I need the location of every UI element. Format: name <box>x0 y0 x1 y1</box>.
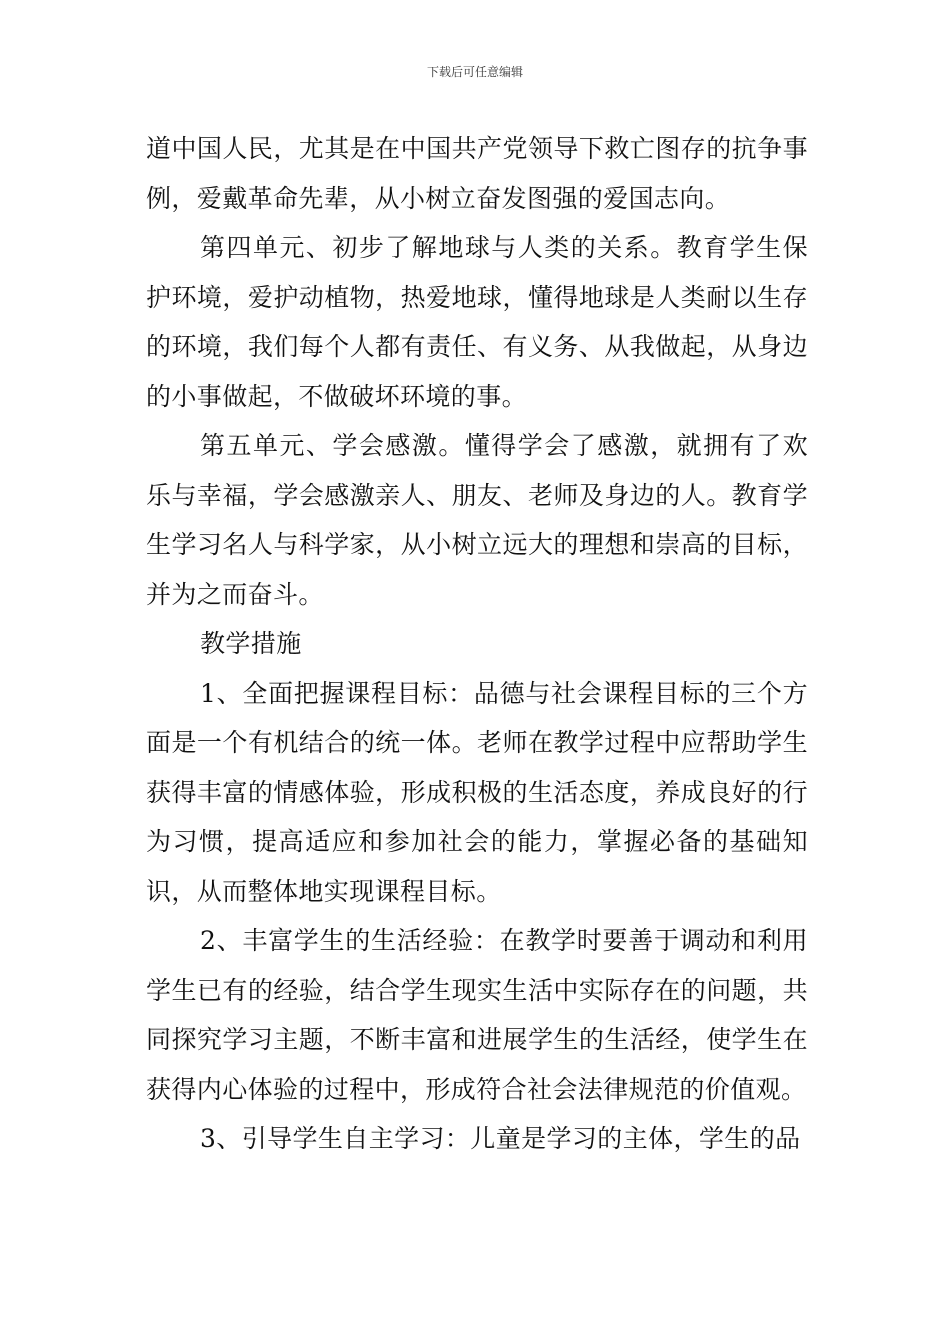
paragraph-measure-1: 1、全面把握课程目标：品德与社会课程目标的三个方面是一个有机结合的统一体。老师在教学过程中应帮助学生获得丰富的情感体验，形成积极的生活态度，养成良好的行为习惯，提高适应和参加社会的能力，掌握必备的基础知识，从而整体地实现课程目标。 <box>146 678 808 906</box>
paragraph-unit-four: 第四单元、初步了解地球与人类的关系。教育学生保护环境，爱护动植物，热爱地球，懂得地球是人类耐以生存的环境，我们每个人都有责任、有义务、从我做起，从身边的小事做起，不做破坏环境的事。 <box>146 233 808 411</box>
paragraph-measure-2: 2、丰富学生的生活经验：在教学时要善于调动和利用学生已有的经验，结合学生现实生活中实际存在的问题，共同探究学习主题，不断丰富和进展学生的生活经，使学生在获得内心体验的过程中，形成符合社会法律规范的价值观。 <box>146 926 808 1104</box>
document-body <box>146 124 808 1164</box>
paragraph-unit-five: 第五单元、学会感激。懂得学会了感激，就拥有了欢乐与幸福，学会感激亲人、朋友、老师及身边的人。教育学生学习名人与科学家，从小树立远大的理想和崇高的目标，并为之而奋斗。 <box>146 431 808 609</box>
page-header: 下载后可任意编辑 <box>426 65 523 79</box>
paragraph-measure-3: 3、引导学生自主学习：儿童是学习的主体，学生的品 <box>200 1124 801 1153</box>
section-heading-teaching-measures: 教学措施 <box>200 629 302 658</box>
paragraph-continuation: 道中国人民，尤其是在中国共产党领导下救亡图存的抗争事例，爱戴革命先辈，从小树立奋发图强的爱国志向。 <box>146 134 808 213</box>
